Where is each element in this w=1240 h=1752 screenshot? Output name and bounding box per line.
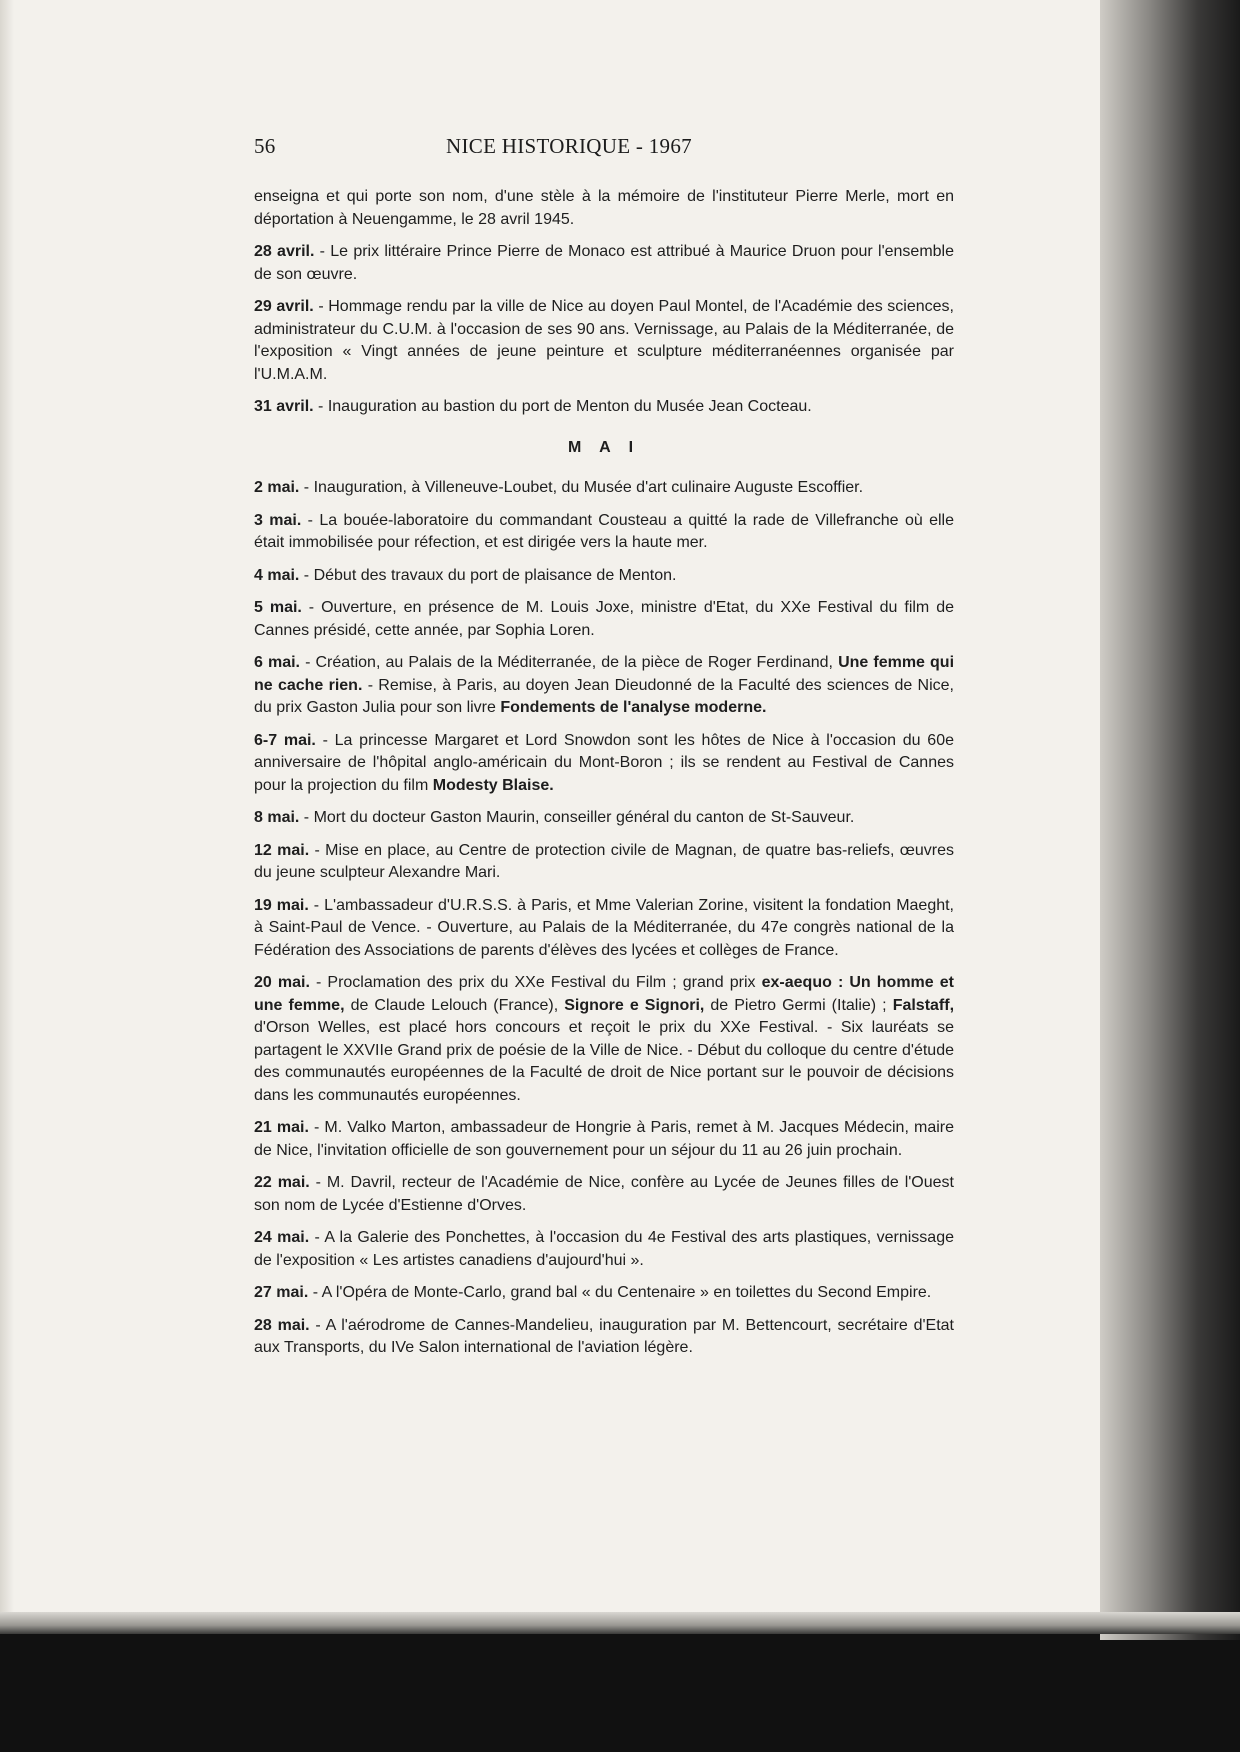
entry-text: - Proclamation des prix du XXe Festival du Film ; grand prix [309,974,762,991]
chronicle-entry [254,477,954,500]
chronicle-entry [254,396,954,419]
entry-text: - La princesse Margaret et Lord Snowdon sont les hôtes de Nice à l'occasion du 60e anniversaire de l'hôpital anglo-américain du Mont-Boron ; ils se rendent au Festival de Cannes pour la projection du film [254,731,954,794]
chronicle-entry [254,186,954,231]
chronicle-entry [254,597,954,642]
entry-title-bold: Modesty Blaise. [432,776,554,794]
entry-text: - L'ambassadeur d'U.R.S.S. à Paris, et Mme Valerian Zorine, visitent la fondation Maeght, à Saint-Paul de Vence. - Ouverture, au Palais de la Méditerranée, du 47e congrès national de la Fédération des Associations de parents d'élèves des lycées et collèges de France. [254,896,955,959]
chronicle-entry [254,652,954,720]
entry-text: de Pietro Germi (Italie) ; [704,996,893,1014]
entry-title-bold: Signore e Signori, [564,996,705,1014]
chronicle-entry [254,807,954,830]
page-number: 56 [254,134,276,158]
entry-date: 22 mai. [254,1174,310,1191]
chronicle-entry [254,565,954,588]
entry-date: 20 mai. [254,974,310,991]
chronicle-entry [254,840,954,885]
page-edge-shadow [1100,0,1240,1640]
entry-text: de Claude Lelouch (France), [344,996,565,1014]
chronicle-entry [254,1282,954,1305]
paper-left-edge [0,0,14,1625]
running-title: NICE HISTORIQUE - 1967 [446,134,692,158]
entries-april [254,186,954,419]
entry-text: - A l'Opéra de Monte-Carlo, grand bal « du Centenaire » en toilettes du Second Empire. [308,1284,932,1301]
entry-text: - Le prix littéraire Prince Pierre de Monaco est attribué à Maurice Druon pour l'ensemble de son œuvre. [254,243,954,283]
entries-may [254,477,954,1360]
entry-text: - La bouée-laboratoire du commandant Cousteau a quitté la rade de Villefranche où elle était immobilisée pour réfection, et est dirigée vers la haute mer. [254,511,955,551]
entry-date: 3 mai. [254,511,302,529]
entry-date: 8 mai. [254,809,300,826]
entry-text: - Inauguration, à Villeneuve-Loubet, du Musée d'art culinaire Auguste Escoffier. [299,479,864,496]
entry-text: enseigna et qui porte son nom, d'une stèle à la mémoire de l'instituteur Pierre Merle, mort en déportation à Neuengamme, le 28 avril 1945. [254,188,954,228]
section-heading-mai: M A I [567,438,641,456]
chronicle-entry [254,972,954,1107]
entry-text: - M. Davril, recteur de l'Académie de Nice, confère au Lycée de Jeunes filles de l'Ouest son nom de Lycée d'Estienne d'Orves. [254,1174,954,1214]
scanner-bottom-edge [0,1612,1240,1634]
entry-text: - Hommage rendu par la ville de Nice au doyen Paul Montel, de l'Académie des sciences, administrateur du C.U.M. à l'occasion de ses 90 ans. Vernissage, au Palais de la Méditerranée, de l'exposition « Vingt années de jeune peinture et sculpture méditerranéennes organisée par l'U.M.A.M. [254,298,954,383]
chronicle-entry [254,296,954,386]
entry-text: - Remise, à Paris, au doyen Jean Dieudonné de la Faculté des sciences de Nice, du prix Gaston Julia pour son livre [254,676,955,716]
entry-date: 28 avril. [254,243,315,260]
entry-date: 29 avril. [254,298,314,315]
chronicle-entry [254,1227,954,1272]
entry-text: d'Orson Welles, est placé hors concours et reçoit le prix du XXe Festival. - Six lauréats se partagent le XXVIIe Grand prix de poésie de la Ville de Nice. - Début du colloque du centre d'étude des communautés européennes de la Faculté de droit de Nice portant sur le pouvoir de décisions dans les communautés européennes. [254,1019,954,1104]
entry-text: - A la Galerie des Ponchettes, à l'occasion du 4e Festival des arts plastiques, vernissage de l'exposition « Les artistes canadiens d'aujourd'hui ». [254,1229,954,1269]
entry-text: - Mort du docteur Gaston Maurin, conseiller général du canton de St-Sauveur. [299,809,855,826]
entry-text: - Début des travaux du port de plaisance de Menton. [299,566,677,584]
entry-title-bold: ex-aequo : Un homme et une femme, [254,974,954,1014]
entry-date: 21 mai. [254,1119,309,1136]
chronicle-entry [254,1172,954,1217]
entry-date: 5 mai. [254,599,302,616]
entry-text: - Création, au Palais de la Méditerranée, de la pièce de Roger Ferdinand, [300,654,839,671]
chronicle-text [254,186,954,1370]
chronicle-entry [254,241,954,286]
chronicle-entry [254,510,954,555]
entry-date: 31 avril. [254,398,314,415]
entry-date: 2 mai. [254,479,300,496]
entry-text: - Mise en place, au Centre de protection civile de Magnan, de quatre bas-reliefs, œuvres du jeune sculpteur Alexandre Mari. [254,841,954,881]
chronicle-entry [254,895,954,963]
entry-date: 12 mai. [254,841,310,859]
entry-date: 19 mai. [254,896,309,914]
entry-date: 6 mai. [254,654,300,671]
entry-title-bold: Falstaff, [892,996,955,1014]
entry-text: - A l'aérodrome de Cannes-Mandelieu, inauguration par M. Bettencourt, secrétaire d'Etat aux Transports, du IVe Salon international de l'aviation légère. [254,1316,954,1356]
entry-date: 24 mai. [254,1229,310,1246]
entry-text: - Inauguration au bastion du port de Menton du Musée Jean Cocteau. [313,398,812,415]
chronicle-entry [254,730,954,798]
entry-date: 27 mai. [254,1284,309,1301]
entry-text: - Ouverture, en présence de M. Louis Joxe, ministre d'Etat, du XXe Festival du film de Cannes présidé, cette année, par Sophia Loren. [254,599,954,639]
entry-date: 4 mai. [254,566,300,584]
entry-title-bold: Fondements de l'analyse moderne. [500,699,767,716]
entry-text: - M. Valko Marton, ambassadeur de Hongrie à Paris, remet à M. Jacques Médecin, maire de Nice, l'invitation officielle de son gouvernement pour un séjour du 11 au 26 juin prochain. [254,1119,954,1159]
entry-title-bold: Une femme qui ne cache rien. [254,654,955,694]
entry-date: 28 mai. [254,1316,310,1334]
chronicle-entry [254,1117,954,1162]
chronicle-entry [254,1315,954,1360]
entry-date: 6-7 mai. [254,731,316,749]
